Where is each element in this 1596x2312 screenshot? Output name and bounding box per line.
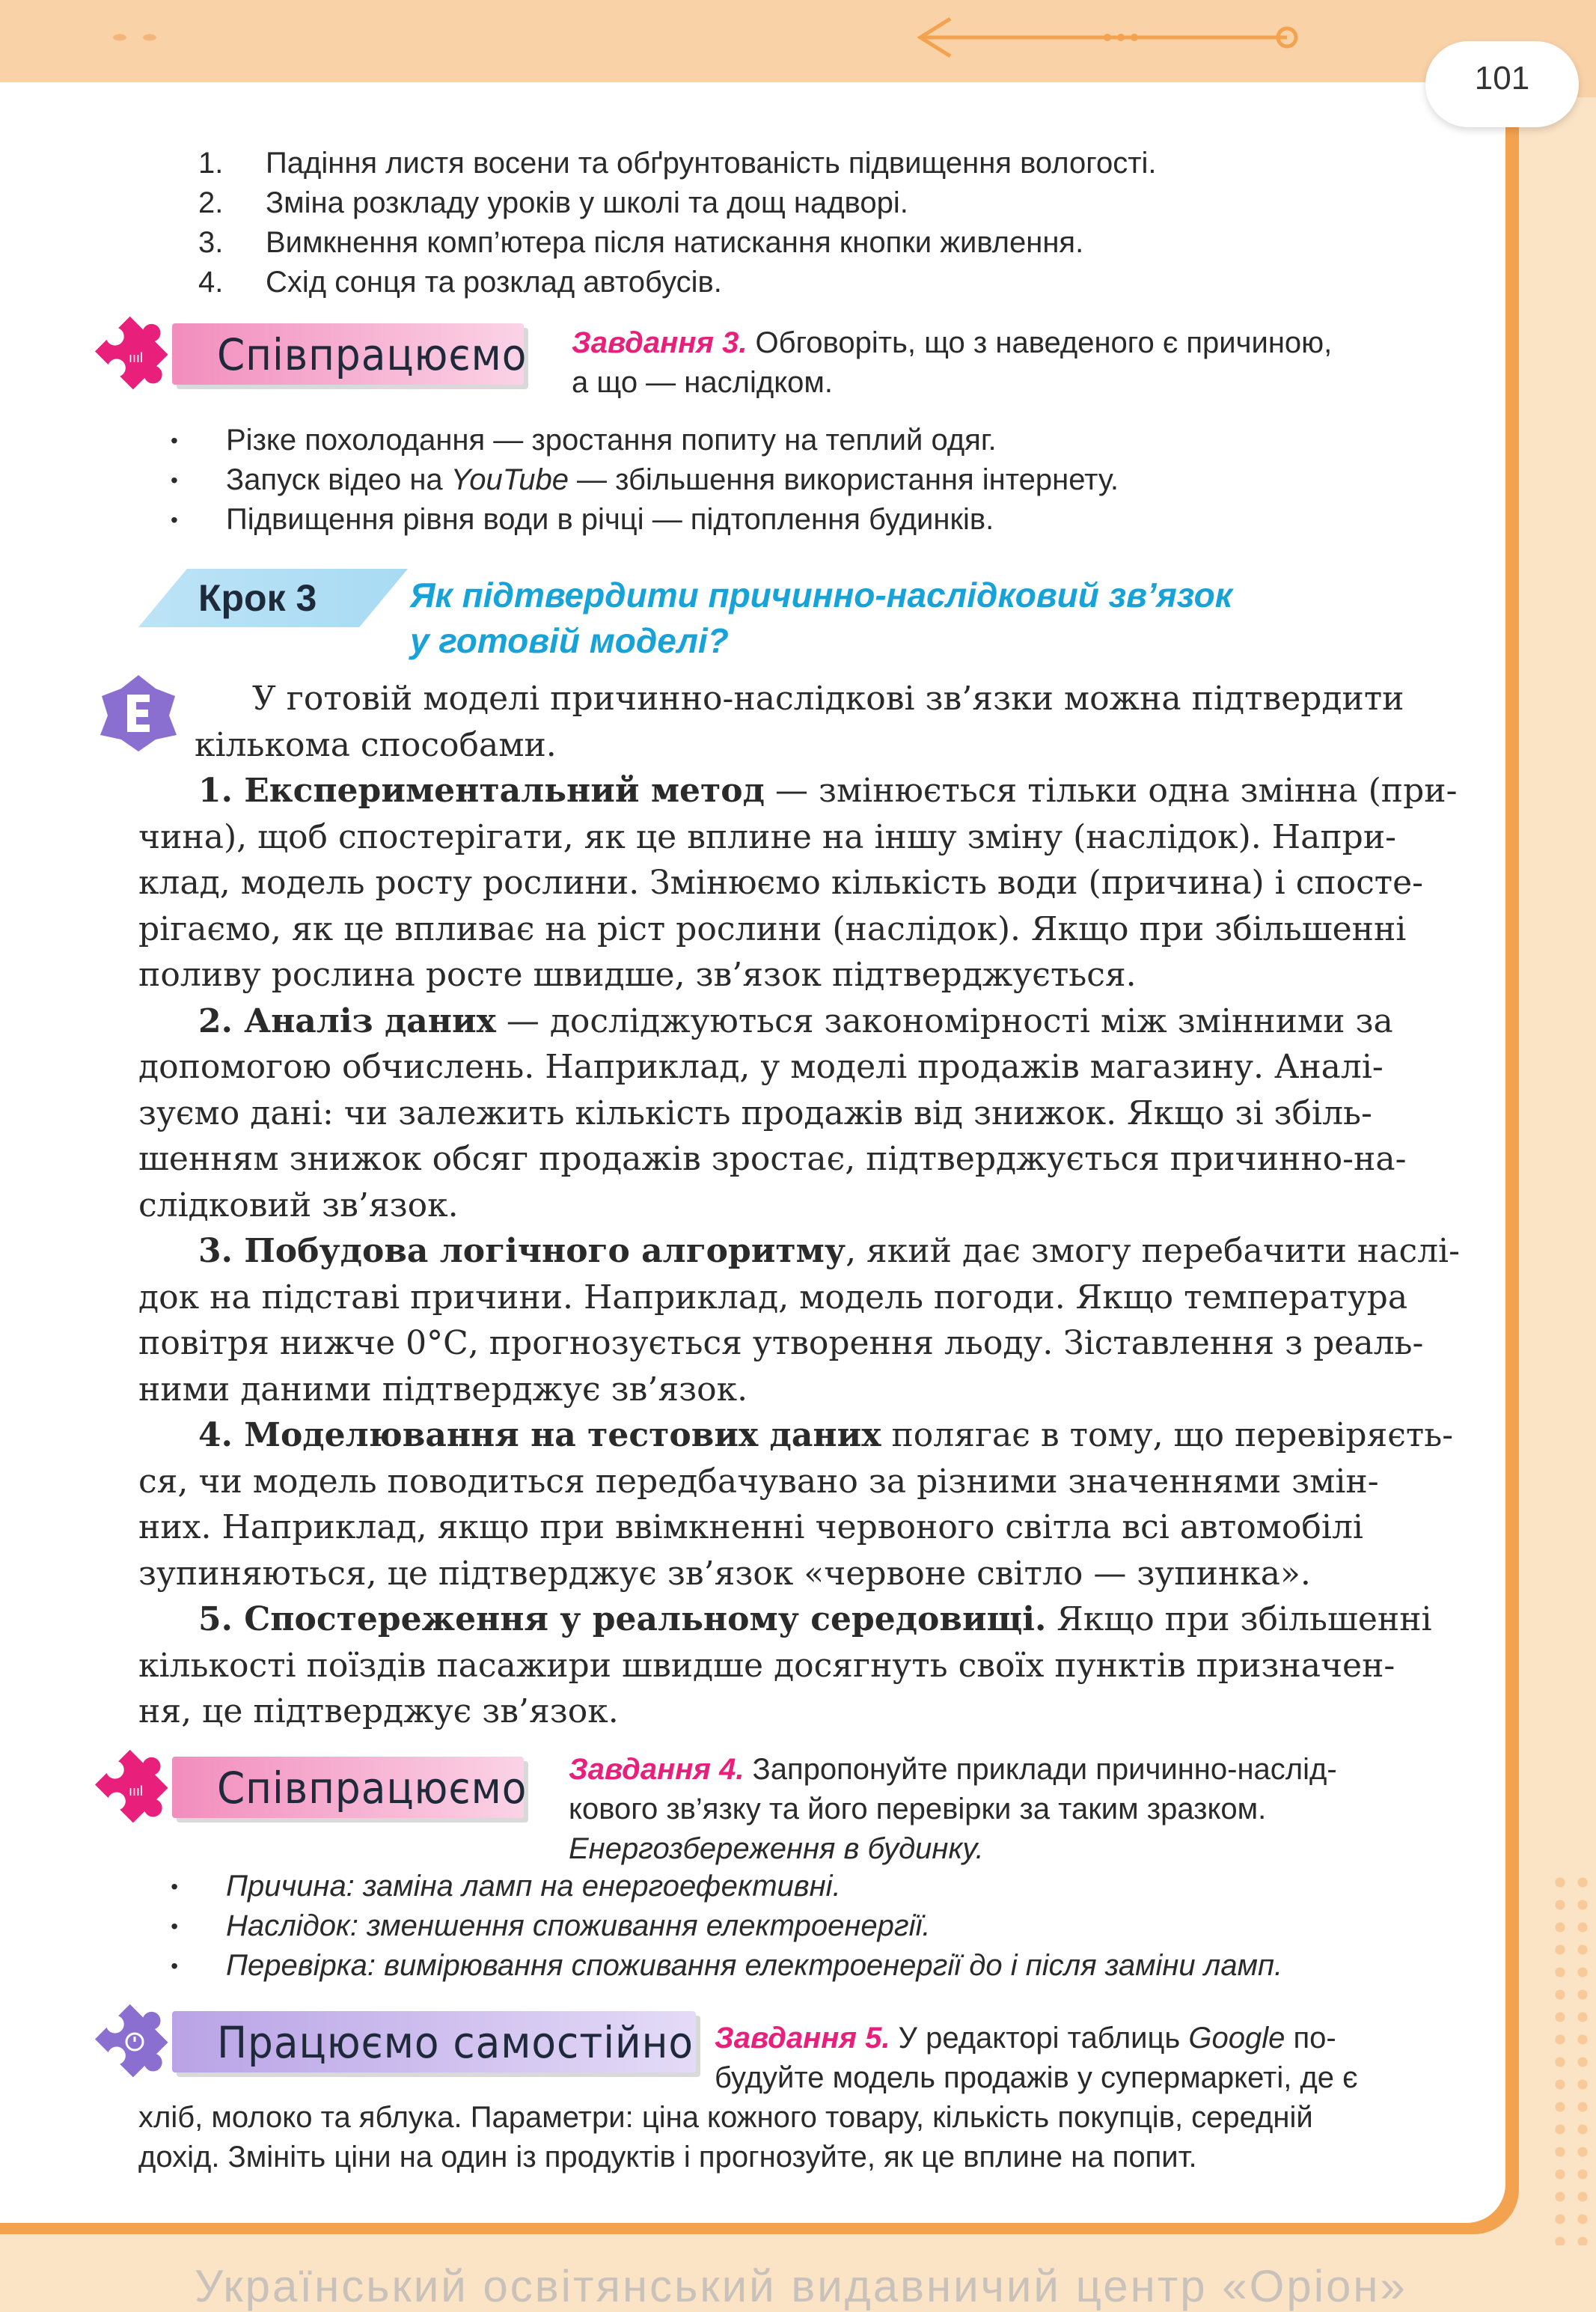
svg-text:ıııl: ıııl bbox=[129, 1784, 144, 1799]
list-item: 4. Схід сонця та розклад автобусів. bbox=[198, 266, 722, 299]
decor-dots bbox=[105, 30, 165, 45]
list-item: 2. Зміна розкладу уроків у школі та дощ надворі. bbox=[198, 186, 908, 219]
cooperate-badge bbox=[90, 1748, 539, 1827]
task-label: Завдання 5. bbox=[715, 2022, 890, 2055]
task-3: Завдання 3. Обговоріть, що з наведеного є причиною, а що — наслідком. bbox=[572, 326, 1333, 399]
numbered-list bbox=[198, 144, 1157, 302]
list-item: • Причина: заміна ламп на енергоефективні. bbox=[171, 1867, 1282, 1906]
bullet-list bbox=[171, 421, 1119, 540]
badge-label: Співпрацюємо bbox=[217, 1763, 528, 1814]
page-number: 101 bbox=[1474, 60, 1530, 97]
puzzle-clock-icon bbox=[90, 2002, 180, 2081]
decor-dots-right bbox=[1549, 1871, 1594, 2245]
step-title: Як підтвердити причинно-наслідковий зв’язок у готовій моделі? bbox=[410, 576, 1233, 660]
task-label: Завдання 3. bbox=[572, 326, 747, 359]
badge-label: Працюємо самостійно bbox=[217, 2017, 694, 2068]
list-item: 3. Вимкнення комп’ютера після натискання кнопки живлення. bbox=[198, 226, 1084, 259]
badge-label: Співпрацюємо bbox=[217, 329, 528, 380]
publisher-footer: Український освітянський видавничий центр «Оріон» bbox=[195, 2261, 1407, 2311]
list-item: • Наслідок: зменшення споживання електроенергії. bbox=[171, 1906, 1282, 1946]
task-5: Завдання 5. У редакторі таблиць Google по- будуйте модель продажів у супермаркеті, де є bbox=[715, 2022, 1358, 2094]
body-text: У готовій моделі причинно-наслідкові зв’язки можна підтвердити кількома способами. 1. Експериментальний метод — змінюється тільки одна змінна (при- чина), щоб спостерігати, як це вплине на іншу зміну (наслідок). Напри- клад, модель росту рослини. Змінюємо кількість води (причина) і спосте- рігаємо, як це впливає на ріст рослини (наслідок). Якщо при збільшенні поливу рослина росте швидше, зв’язок підтверджується. 2. Аналіз даних — досліджуються закономірності між змінними за допомогою обчислень. Наприклад, у моделі продажів магазину. Аналі- зуємо дані: чи залежить кількість продажів від знижок. Якщо зі збіль- шенням знижок обсяг продажів зростає, підтверджується причинно-на- слідковий зв’язок. 3. Побудова логічного алгоритму, який дає змогу перебачити наслі- док на підставі причини. Наприклад, модель погоди. Якщо температура повітря нижче 0°С, прогнозується утворення льоду. Зіставлення з реаль- ними даними підтверджує зв’язок. 4. Моделювання на тестових даних полягає в тому, що перевіряєть- ся, чи модель поводиться передбачувано за різними значеннями змін- них. Наприклад, якщо при ввімкненні червоного світла всі автомобілі зупиняються, це підтверджує зв’язок «червоне світло — зупинка». 5. Спостереження у реальному середовищі. Якщо при збільшенні кількості поїздів пасажири швидше досягнуть своїх пунктів призначен- ня, це підтверджує зв’язок. bbox=[138, 680, 1460, 1730]
list-item: • Запуск відео на YouTube — збільшення використання інтернету. bbox=[171, 460, 1119, 500]
list-item: • Різке похолодання — зростання попиту на теплий одяг. bbox=[171, 421, 1119, 460]
list-item: • Перевірка: вимірювання споживання електроенергії до і після заміни ламп. bbox=[171, 1946, 1282, 1986]
task-4: Завдання 4. Запропонуйте приклади причинно-наслід- кового зв’язку та його перевірки за таким зразком. Енергозбереження в будинку. bbox=[569, 1753, 1337, 1865]
list-item: • Підвищення рівня води в річці — підтоплення будинків. bbox=[171, 500, 1119, 540]
puzzle-icon bbox=[90, 314, 180, 394]
puzzle-icon bbox=[90, 1748, 180, 1827]
independent-badge bbox=[90, 2002, 703, 2081]
list-item: 1. Падіння листя восени та обґрунтованість підвищення вологості. bbox=[198, 147, 1157, 180]
arrow-decoration bbox=[913, 15, 1302, 60]
cooperate-badge bbox=[90, 314, 539, 394]
task-label: Завдання 4. bbox=[569, 1753, 745, 1786]
bullet-list bbox=[171, 1867, 1282, 1986]
step-label: Крок 3 bbox=[198, 577, 317, 619]
svg-text:ıııl: ıııl bbox=[129, 350, 144, 365]
task-5-continued: хліб, молоко та яблука. Параметри: ціна кожного товару, кількість покупців, середній дохід. Змініть ціни на один із продуктів і прогнозуйте, як це вплине на попит. bbox=[138, 2101, 1313, 2174]
